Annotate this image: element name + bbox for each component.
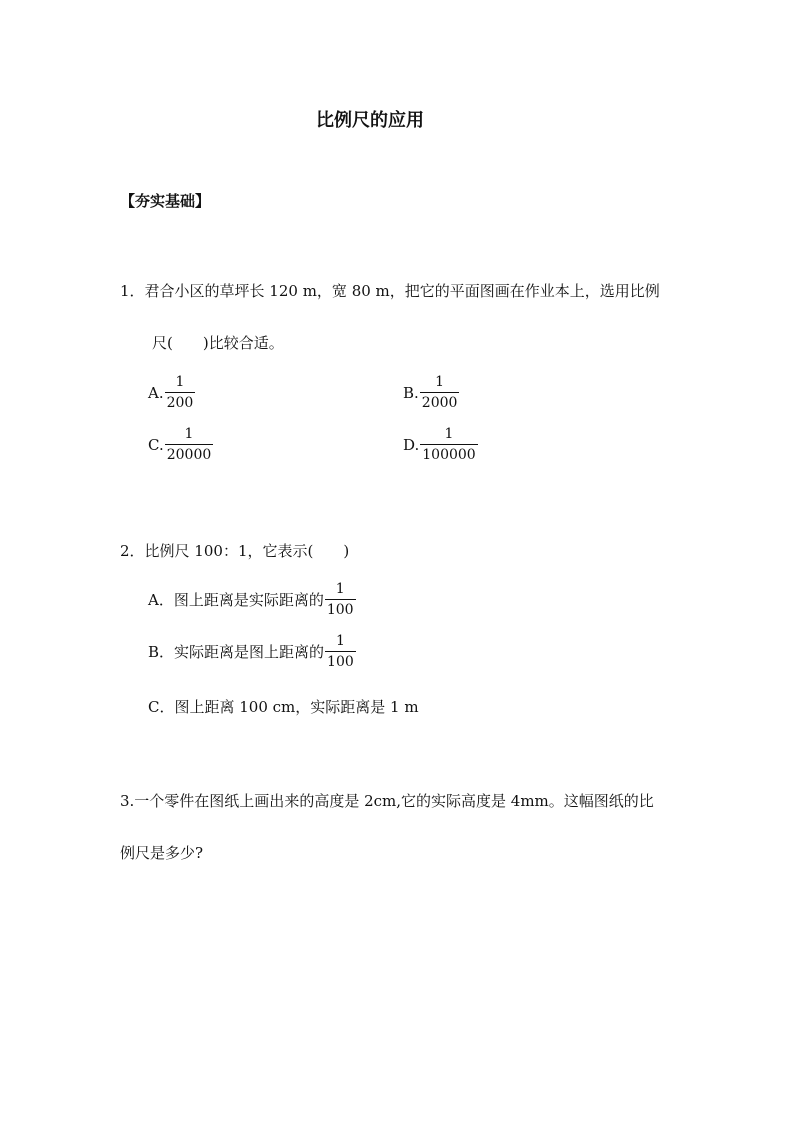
fraction-denominator: 100000 xyxy=(420,444,477,462)
question-1-option-c xyxy=(148,427,213,462)
page-title-text: 比例尺的应用 xyxy=(316,110,424,131)
fraction xyxy=(165,427,214,462)
question-1-option-d xyxy=(403,427,478,462)
question-1-option-a xyxy=(148,375,195,410)
fraction-numerator: 1 xyxy=(335,581,345,597)
question-2-option-a xyxy=(148,582,356,617)
fraction-numerator: 1 xyxy=(184,426,194,442)
fraction-denominator: 20000 xyxy=(165,444,214,462)
fraction xyxy=(325,582,356,617)
question-1-option-b xyxy=(403,375,459,410)
fraction-numerator: 1 xyxy=(175,374,185,390)
fraction-denominator: 100 xyxy=(325,599,356,617)
fraction-denominator: 2000 xyxy=(420,392,460,410)
section-heading: 【夯实基础】 xyxy=(120,192,211,210)
question-3-line-2: 例尺是多少? xyxy=(120,844,204,862)
fraction-numerator: 1 xyxy=(335,633,345,649)
fraction-numerator: 1 xyxy=(435,374,445,390)
option-label: D. xyxy=(403,435,420,454)
question-2-option-c: C．图上距离 100 cm，实际距离是 1 m xyxy=(148,698,419,716)
option-label: B. xyxy=(403,383,419,402)
option-text: B．实际距离是图上距离的 xyxy=(148,643,325,661)
question-2-stem: 2．比例尺 100：1，它表示( ) xyxy=(120,542,350,560)
question-3-line-1: 3.一个零件在图纸上画出来的高度是 2cm,它的实际高度是 4mm。这幅图纸的比 xyxy=(120,792,654,810)
fraction xyxy=(325,634,356,669)
question-2-option-b xyxy=(148,634,356,669)
question-1-line-1: 1．君合小区的草坪长 120 m，宽 80 m，把它的平面图画在作业本上，选用比例 xyxy=(120,282,660,300)
fraction xyxy=(165,375,196,410)
option-label: C. xyxy=(148,435,164,454)
option-label: A. xyxy=(148,383,164,402)
fraction xyxy=(420,427,477,462)
page-title xyxy=(0,106,794,132)
fraction-denominator: 200 xyxy=(165,392,196,410)
question-1-line-2: 尺( )比较合适。 xyxy=(152,334,284,352)
fraction xyxy=(420,375,460,410)
fraction-denominator: 100 xyxy=(325,651,356,669)
fraction-numerator: 1 xyxy=(444,426,454,442)
option-text: A．图上距离是实际距离的 xyxy=(148,591,324,609)
